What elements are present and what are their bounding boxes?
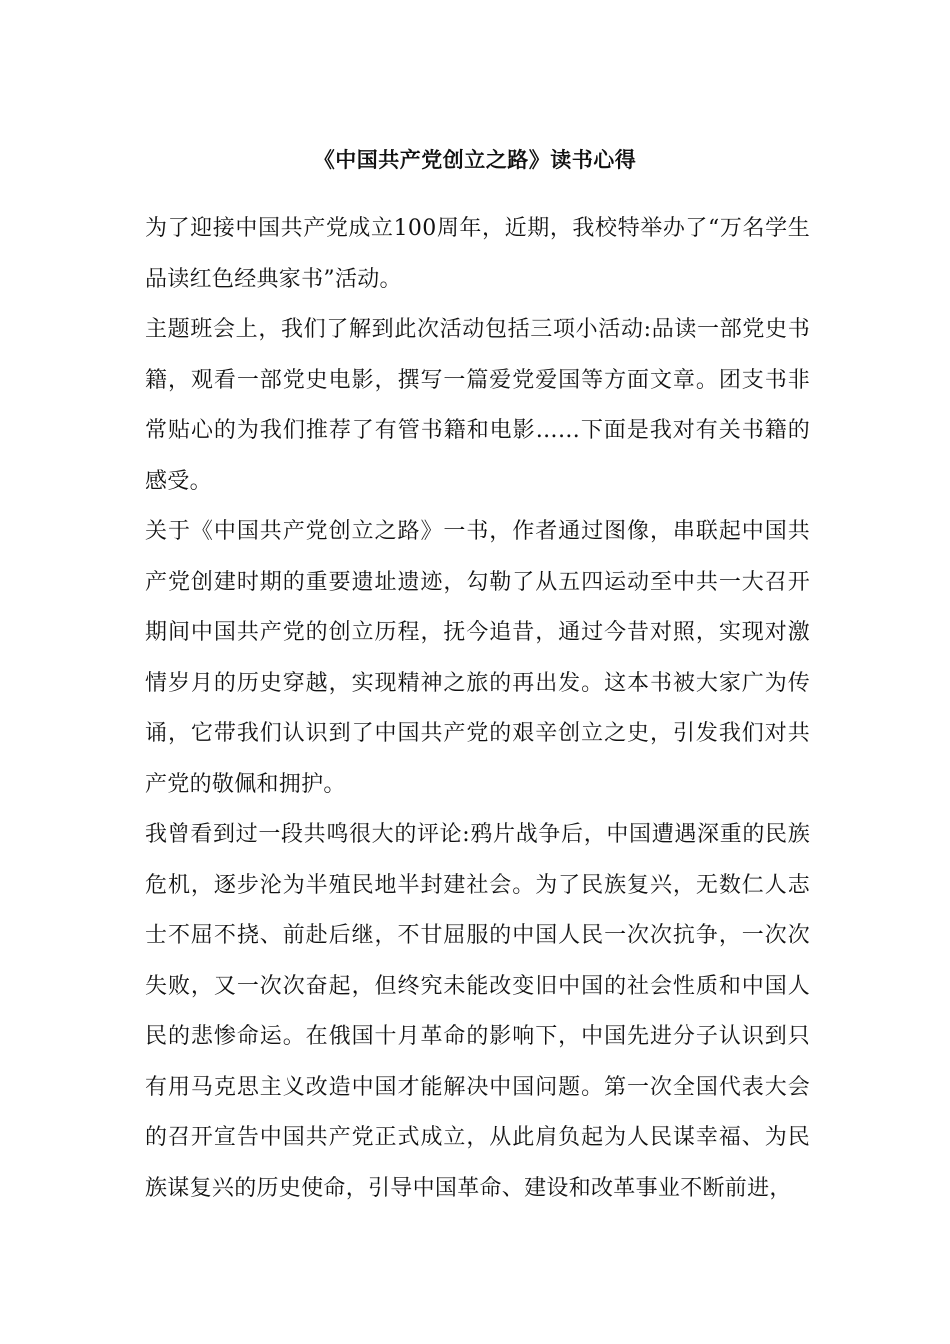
paragraph-book-review: 关于《中国共产党创立之路》一书，作者通过图像，串联起中国共产党创建时期的重要遗址遗迹，勾勒了从五四运动至中共一大召开期间中国共产党的创立历程，抚今追昔，通过今昔对照，实现对激情岁月的历史穿越，实现精神之旅的再出发。这本书被大家广为传诵，它带我们认识到了中国共产党的艰辛创立之史，引发我们对共产党的敬佩和拥护。	[145, 519, 810, 797]
paragraph-intro: 为了迎接中国共产党成立100周年，近期，我校特举办了“万名学生品读红色经典家书”活动。	[145, 216, 810, 292]
document-body	[145, 204, 810, 1214]
document-title: 《中国共产党创立之路》读书心得	[313, 147, 637, 172]
paragraph-history: 我曾看到过一段共鸣很大的评论:鸦片战争后，中国遭遇深重的民族危机，逐步沦为半殖民地半封建社会。为了民族复兴，无数仁人志士不屈不挠、前赴后继，不甘屈服的中国人民一次次抗争，一次次失败，又一次次奋起，但终究未能改变旧中国的社会性质和中国人民的悲惨命运。在俄国十月革命的影响下，中国先进分子认识到只有用马克思主义改造中国才能解决中国问题。第一次全国代表大会的召开宣告中国共产党正式成立，从此肩负起为人民谋幸福、为民族谋复兴的历史使命，引导中国革命、建设和改革事业不断前进，	[145, 822, 810, 1201]
paragraph-class-meeting: 主题班会上，我们了解到此次活动包括三项小活动:品读一部党史书籍，观看一部党史电影，撰写一篇爱党爱国等方面文章。团支书非常贴心的为我们推荐了有管书籍和电影……下面是我对有关书籍的感受。	[145, 317, 810, 494]
